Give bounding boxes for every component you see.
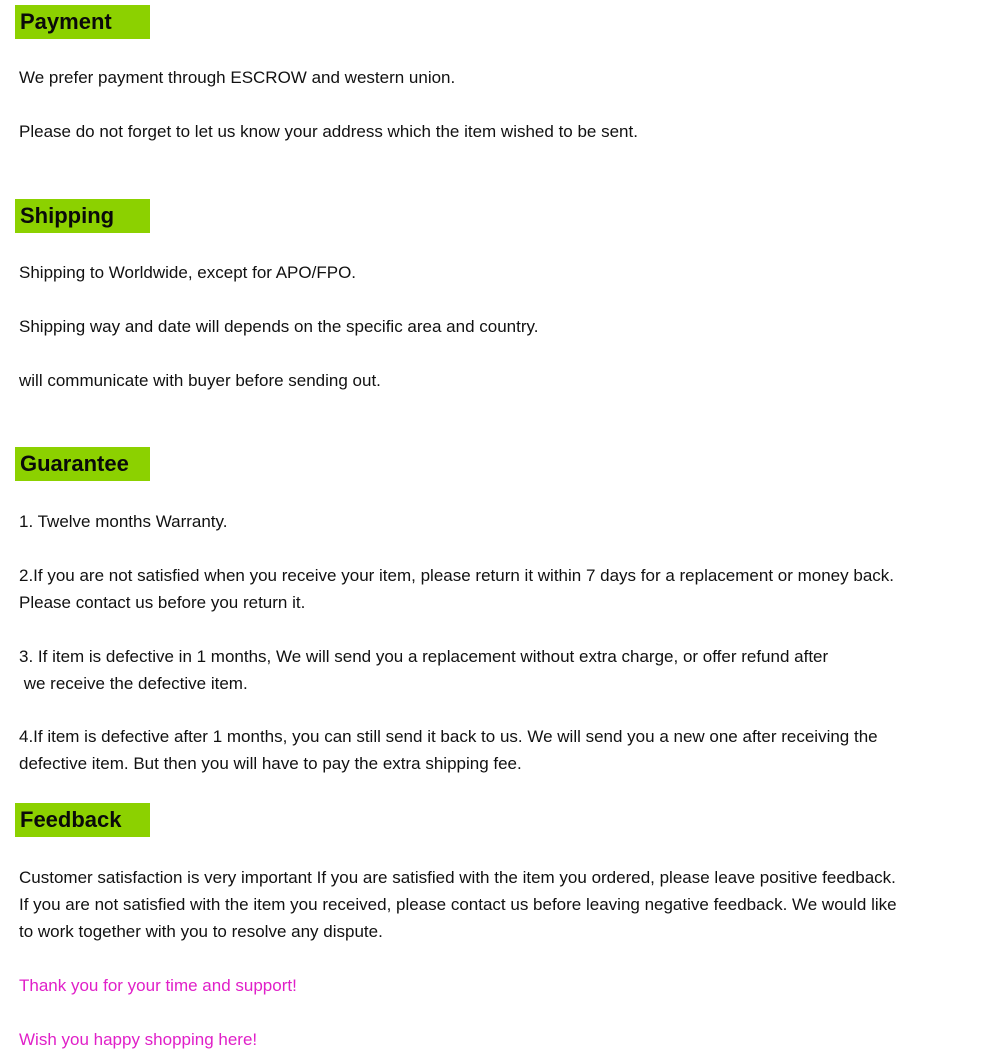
guarantee-heading: Guarantee [15, 447, 150, 481]
guarantee-line-6: 4.If item is defective after 1 months, you can still send it back to us. We will send you a new one after receiving the [19, 727, 878, 746]
guarantee-line-3: Please contact us before you return it. [19, 593, 306, 612]
payment-line-1: We prefer payment through ESCROW and western union. [19, 68, 456, 87]
thank-you-line: Thank you for your time and support! [19, 976, 297, 995]
shipping-line-3: will communicate with buyer before sending out. [19, 371, 381, 390]
happy-shopping-line: Wish you happy shopping here! [19, 1030, 258, 1049]
guarantee-line-5: we receive the defective item. [19, 674, 248, 693]
guarantee-line-7: defective item. But then you will have to pay the extra shipping fee. [19, 754, 522, 773]
feedback-line-1: Customer satisfaction is very important If you are satisfied with the item you ordered, please leave positive feedback. [19, 868, 896, 887]
shipping-heading: Shipping [15, 199, 150, 233]
payment-line-2: Please do not forget to let us know your address which the item wished to be sent. [19, 122, 638, 141]
guarantee-line-4: 3. If item is defective in 1 months, We will send you a replacement without extra charge, or offer refund after [19, 647, 829, 666]
shipping-line-2: Shipping way and date will depends on the specific area and country. [19, 317, 539, 336]
feedback-heading: Feedback [15, 803, 150, 837]
payment-heading: Payment [15, 5, 150, 39]
feedback-line-3: to work together with you to resolve any dispute. [19, 922, 383, 941]
guarantee-line-1: 1. Twelve months Warranty. [19, 512, 228, 531]
feedback-line-2: If you are not satisfied with the item you received, please contact us before leaving negative feedback. We would like [19, 895, 897, 914]
guarantee-line-2: 2.If you are not satisfied when you receive your item, please return it within 7 days for a replacement or money back. [19, 566, 894, 585]
shipping-line-1: Shipping to Worldwide, except for APO/FPO. [19, 263, 357, 282]
